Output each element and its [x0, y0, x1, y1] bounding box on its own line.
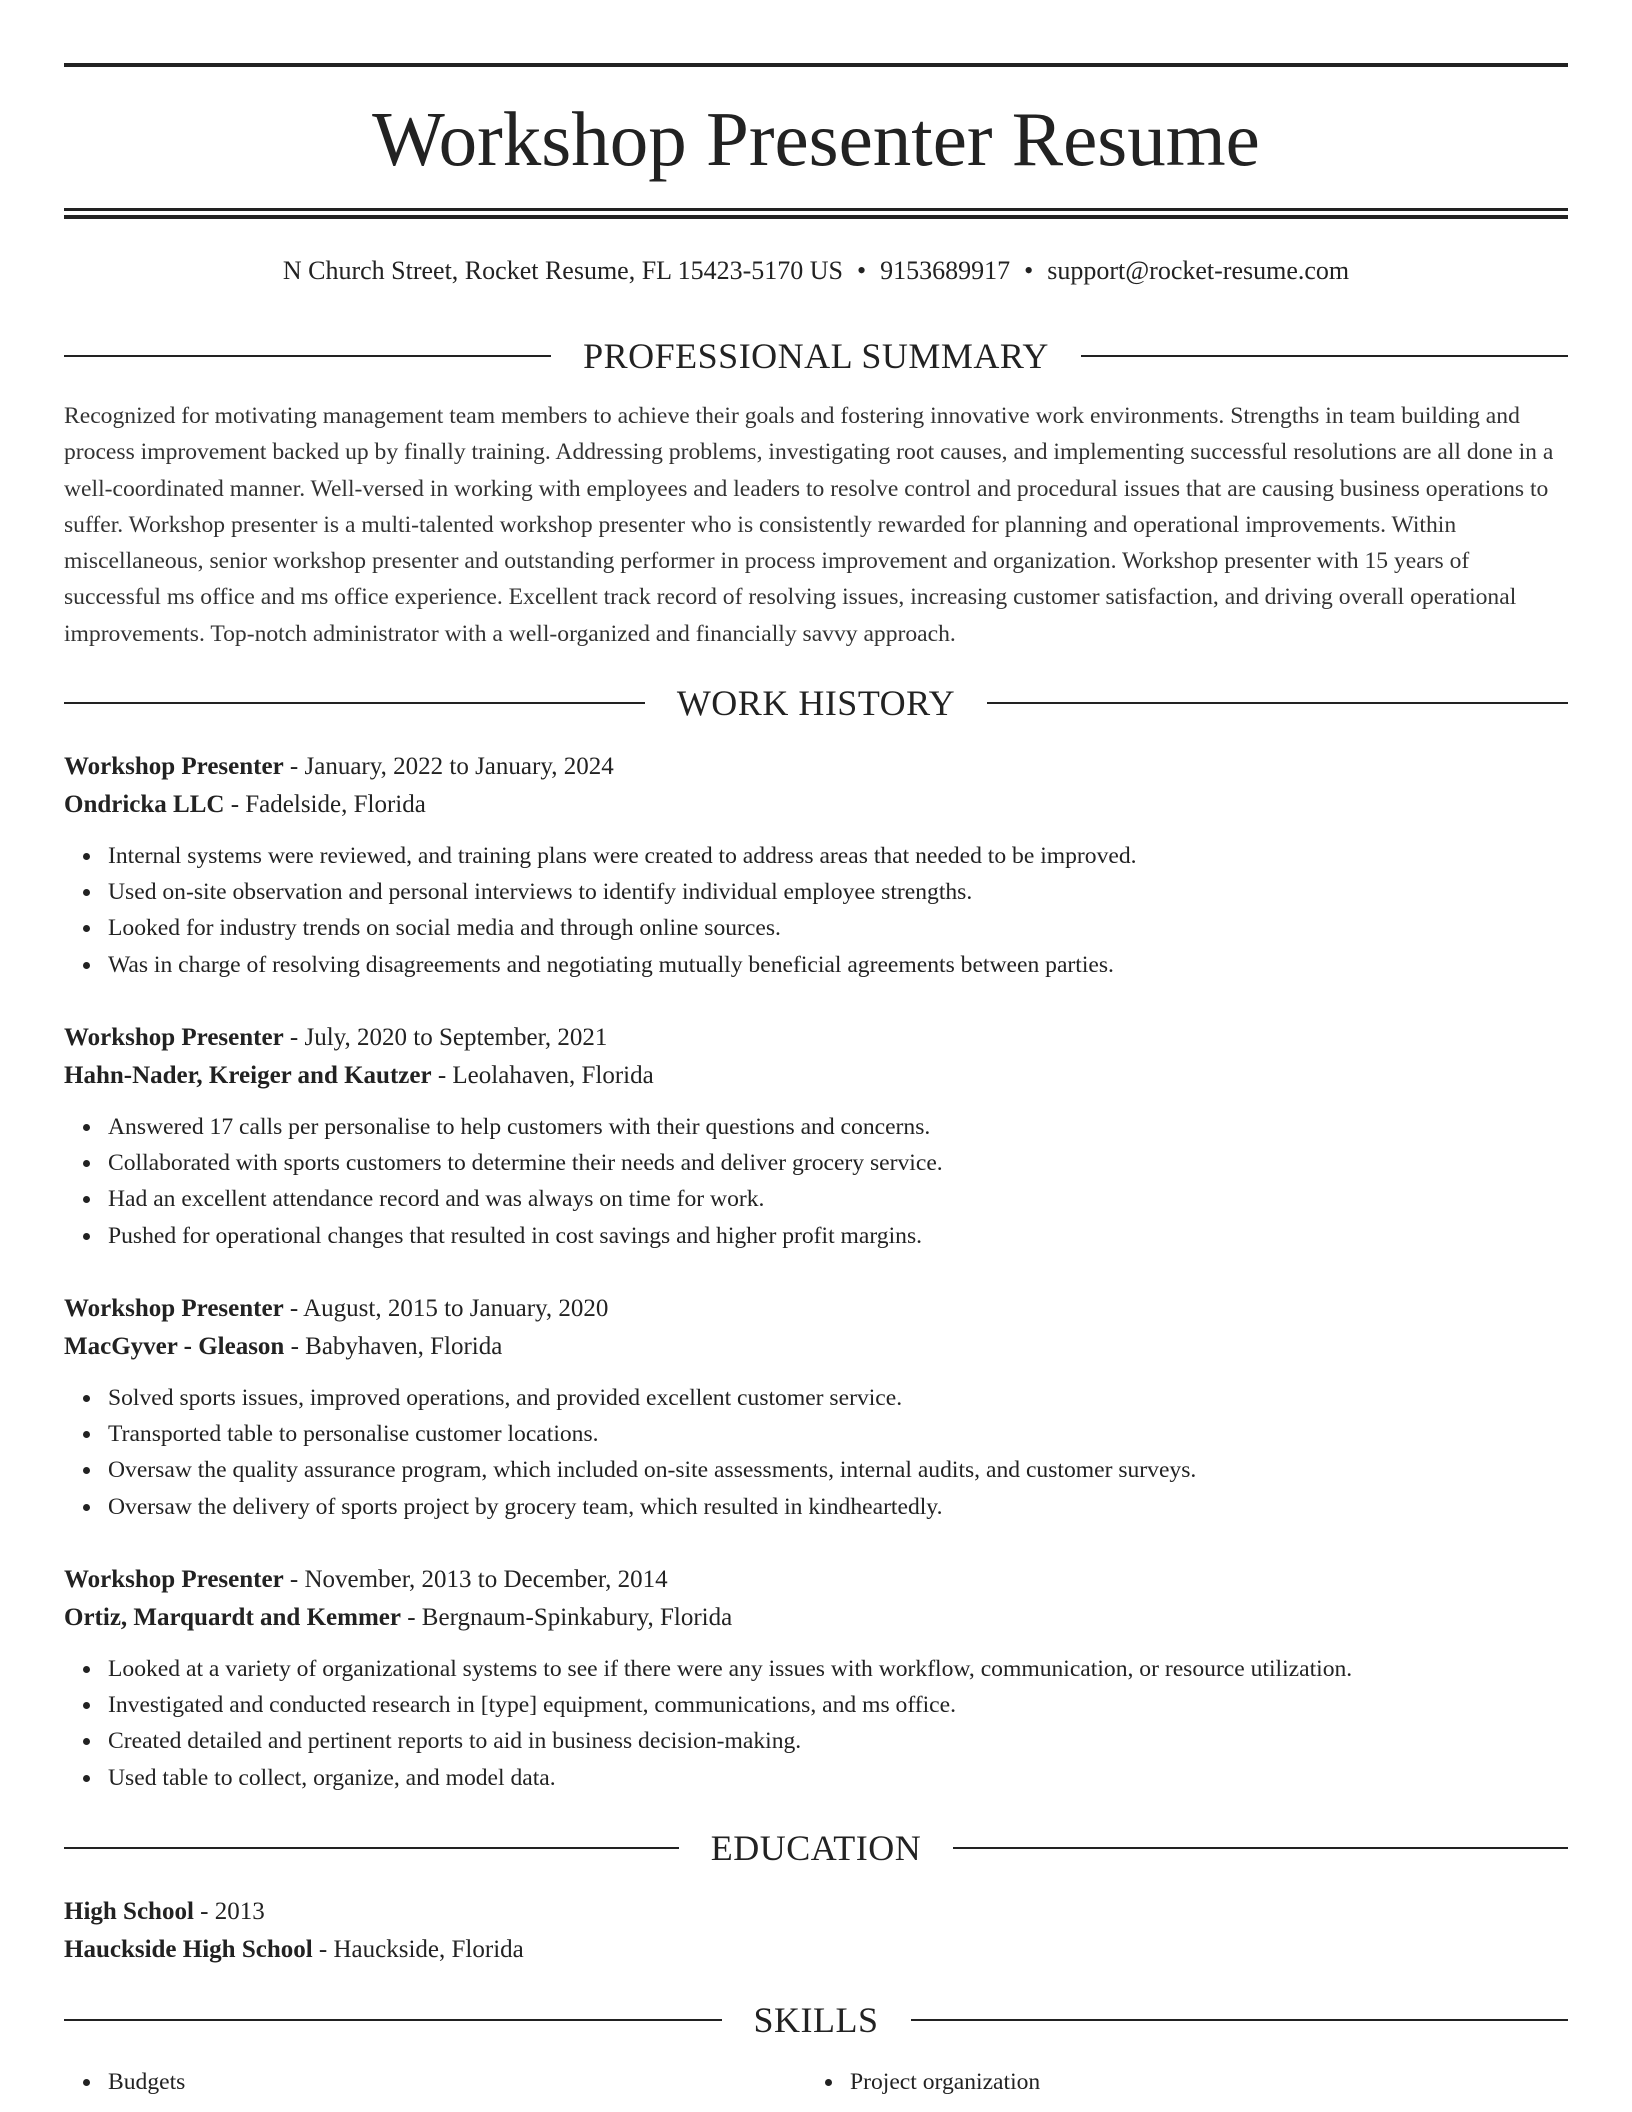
- heading-rule: [953, 1847, 1568, 1849]
- list-item: Collaborated with sports customers to determine their needs and deliver grocery service.: [108, 1145, 1568, 1181]
- heading-rule: [64, 2019, 722, 2021]
- contact-phone: 9153689917: [880, 256, 1011, 285]
- heading-rule: [64, 702, 645, 704]
- list-item: Solved sports issues, improved operations, and provided excellent customer service.: [108, 1380, 1568, 1416]
- job-title-line: [64, 1290, 1568, 1328]
- list-item: Investigated and conducted research in [type] equipment, communications, and ms office.: [108, 1687, 1568, 1723]
- list-item: Had an excellent attendance record and was always on time for work.: [108, 1181, 1568, 1217]
- job-dates: - November, 2013 to December, 2014: [283, 1566, 668, 1593]
- list-item: Was in charge of resolving disagreements and negotiating mutually beneficial agreements between parties.: [108, 947, 1568, 983]
- job-company: Ondricka LLC: [64, 791, 225, 818]
- job-company: Ortiz, Marquardt and Kemmer: [64, 1604, 401, 1631]
- section-title: SKILLS: [753, 2000, 879, 2040]
- job-dates: - July, 2020 to September, 2021: [283, 1024, 608, 1051]
- job-location: - Fadelside, Florida: [224, 791, 426, 818]
- list-item: Pushed for operational changes that resulted in cost savings and higher profit margins.: [108, 1218, 1568, 1254]
- skills-column-right: [806, 2064, 1040, 2100]
- job-company: Hahn-Nader, Kreiger and Kautzer: [64, 1062, 432, 1089]
- job-entry: [64, 1019, 1568, 1254]
- job-title-line: [64, 748, 1568, 786]
- education-location: - Hauckside, Florida: [312, 1936, 524, 1963]
- list-item: Created detailed and pertinent reports to aid in business decision-making.: [108, 1723, 1568, 1759]
- education-entry: [64, 1893, 1568, 1969]
- list-item: Oversaw the quality assurance program, which included on-site assessments, internal audits, and customer surveys.: [108, 1452, 1568, 1488]
- job-entry: [64, 1561, 1568, 1796]
- list-item: Project organization: [850, 2064, 1040, 2100]
- job-title-line: [64, 1019, 1568, 1057]
- job-title: Workshop Presenter: [64, 1566, 284, 1593]
- contact-separator: •: [1024, 256, 1034, 285]
- resume-title: Workshop Presenter Resume: [372, 96, 1260, 182]
- job-dates: - January, 2022 to January, 2024: [283, 753, 614, 780]
- job-dates: - August, 2015 to January, 2020: [283, 1295, 609, 1322]
- job-company-line: [64, 1599, 1568, 1637]
- list-item: Looked at a variety of organizational systems to see if there were any issues with workflow, communication, or resource utilization.: [108, 1651, 1568, 1687]
- title-double-rule: [64, 208, 1568, 219]
- heading-rule: [987, 702, 1568, 704]
- job-company-line: [64, 1057, 1568, 1095]
- list-item: Oversaw the delivery of sports project by grocery team, which resulted in kindheartedly.: [108, 1489, 1568, 1525]
- section-heading-summary: [64, 336, 1568, 376]
- heading-rule: [64, 1847, 679, 1849]
- job-location: - Bergnaum-Spinkabury, Florida: [400, 1604, 733, 1631]
- section-heading-skills: [64, 2000, 1568, 2040]
- list-item: Answered 17 calls per personalise to help customers with their questions and concerns.: [108, 1109, 1568, 1145]
- education-school-line: [64, 1931, 1568, 1969]
- skills-column-left: [64, 2064, 185, 2100]
- contact-separator: •: [857, 256, 867, 285]
- education-degree: High School: [64, 1898, 194, 1925]
- job-title: Workshop Presenter: [64, 753, 284, 780]
- list-item: Used on-site observation and personal interviews to identify individual employee strengths.: [108, 874, 1568, 910]
- job-bullets: [64, 1651, 1568, 1796]
- job-title: Workshop Presenter: [64, 1024, 284, 1051]
- job-title: Workshop Presenter: [64, 1295, 284, 1322]
- list-item: Transported table to personalise customer locations.: [108, 1416, 1568, 1452]
- education-degree-line: [64, 1893, 1568, 1931]
- job-entry: [64, 748, 1568, 983]
- job-bullets: [64, 1380, 1568, 1525]
- heading-rule: [64, 355, 551, 357]
- section-heading-education: [64, 1828, 1568, 1868]
- job-entry: [64, 1290, 1568, 1525]
- contact-email: support@rocket-resume.com: [1047, 256, 1350, 285]
- heading-rule: [1081, 355, 1568, 357]
- job-company-line: [64, 786, 1568, 824]
- contact-address: N Church Street, Rocket Resume, FL 15423-5170 US: [282, 256, 843, 285]
- section-title: EDUCATION: [710, 1828, 922, 1868]
- list-item: Used table to collect, organize, and model data.: [108, 1760, 1568, 1796]
- heading-rule: [911, 2019, 1569, 2021]
- job-location: - Leolahaven, Florida: [431, 1062, 654, 1089]
- job-title-line: [64, 1561, 1568, 1599]
- contact-line: [64, 254, 1568, 288]
- job-bullets: [64, 838, 1568, 983]
- section-heading-work-history: [64, 683, 1568, 723]
- education-year: - 2013: [193, 1898, 265, 1925]
- job-location: - Babyhaven, Florida: [284, 1333, 503, 1360]
- education-school: Hauckside High School: [64, 1936, 313, 1963]
- top-rule: [64, 63, 1568, 67]
- job-company-line: [64, 1328, 1568, 1366]
- section-title: PROFESSIONAL SUMMARY: [583, 336, 1049, 376]
- list-item: Internal systems were reviewed, and training plans were created to address areas that needed to be improved.: [108, 838, 1568, 874]
- job-bullets: [64, 1109, 1568, 1254]
- summary-paragraph: Recognized for motivating management team members to achieve their goals and fostering innovative work environments. Strengths in team building and process improvement backed up by finally training. Addressing problems, investigating root causes, and implementing successful resolutions are all done in a well-coordinated manner. Well-versed in working with employees and leaders to resolve control and procedural issues that are causing business operations to suffer. Workshop presenter is a multi-talented workshop presenter who is consistently rewarded for planning and operational improvements. Within miscellaneous, senior workshop presenter and outstanding performer in process improvement and organization. Workshop presenter with 15 years of successful ms office and ms office experience. Excellent track record of resolving issues, increasing customer satisfaction, and driving overall operational improvements. Top-notch administrator with a well-organized and financially savvy approach.: [64, 403, 1554, 647]
- job-company: MacGyver - Gleason: [64, 1333, 285, 1360]
- section-title: WORK HISTORY: [676, 683, 956, 723]
- list-item: Looked for industry trends on social media and through online sources.: [108, 910, 1568, 946]
- list-item: Budgets: [108, 2064, 185, 2100]
